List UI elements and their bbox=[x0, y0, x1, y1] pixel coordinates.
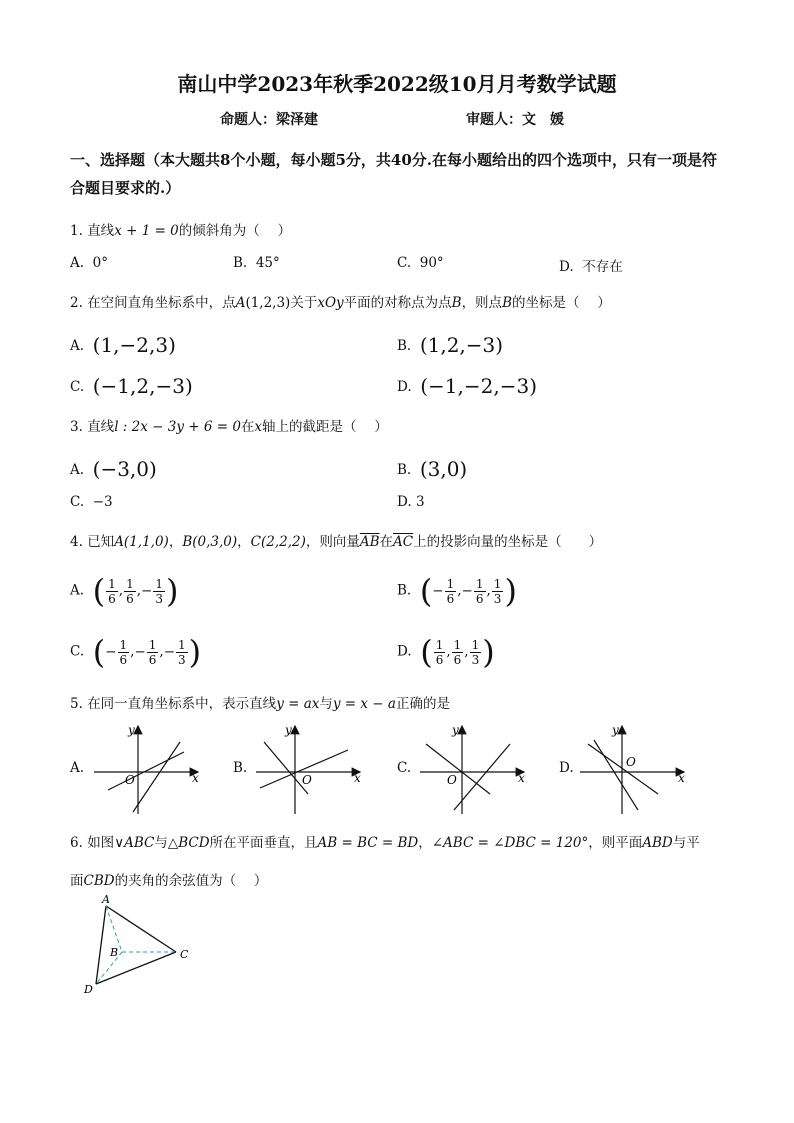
page-title: 南山中学2023年秋季2022级10月月考数学试题 bbox=[177, 72, 617, 96]
svg-text:y: y bbox=[452, 723, 459, 737]
question-3: 3. 直线l : 2x − 3y + 6 = 0在x轴上的截距是（ ） bbox=[70, 419, 388, 435]
question-4: 4. 已知A(1,1,0)，B(0,3,0)，C(2,2,2)，则向量$\overline{AB}$在$\overline{AC}$上的投影向量的坐标是（ ） bbox=[70, 534, 603, 550]
q2-option-d[interactable]: D. (−1,−2,−3) bbox=[397, 374, 538, 398]
q6-figure bbox=[78, 892, 198, 997]
svg-text:x: x bbox=[354, 771, 361, 785]
svg-text:x: x bbox=[518, 771, 525, 785]
q3-option-b[interactable]: B. (3,0) bbox=[397, 457, 468, 481]
svg-text:y: y bbox=[612, 723, 619, 737]
q1-option-c[interactable]: C. 90° bbox=[397, 255, 444, 271]
q2-option-c[interactable]: C. (−1,2,−3) bbox=[70, 374, 193, 398]
q5-option-b[interactable]: B. bbox=[233, 760, 248, 776]
q5-option-d[interactable]: D. bbox=[559, 760, 574, 776]
q2-option-a[interactable]: A. (1,−2,3) bbox=[70, 333, 176, 357]
q5-graph-b bbox=[250, 722, 370, 817]
question-1: 1. 直线x + 1 = 0的倾斜角为（ ） bbox=[70, 223, 292, 239]
svg-text:x: x bbox=[678, 771, 685, 785]
vertex-a-label: A bbox=[102, 893, 110, 906]
x-axis-label: x bbox=[192, 771, 199, 785]
q5-option-c[interactable]: C. bbox=[397, 760, 412, 776]
q5-option-a[interactable]: A. bbox=[70, 760, 85, 776]
vertex-c-label: C bbox=[180, 948, 189, 961]
origin-label: O bbox=[125, 773, 135, 787]
q5-graph-a bbox=[88, 722, 208, 817]
q3-option-d[interactable]: D. 3 bbox=[397, 494, 425, 510]
q3-option-c[interactable]: C. −3 bbox=[70, 494, 113, 510]
q4-option-b[interactable]: B. (− $\frac{1}{6}$ ,− $\frac{1}{6}$ , $\frac{1}{3}$ ) bbox=[397, 572, 517, 610]
q3-option-a[interactable]: A. (−3,0) bbox=[70, 457, 157, 481]
svg-text:O: O bbox=[626, 755, 636, 769]
question-5: 5. 在同一直角坐标系中，表示直线y = ax与y = x − a正确的是 bbox=[70, 696, 450, 712]
svg-text:y: y bbox=[285, 723, 292, 737]
question-6-line-1: 6. 如图∨ABC与△BCD所在平面垂直，且AB = BC = BD，∠ABC = ∠DBC = 120°，则平面ABD与平 bbox=[70, 835, 700, 851]
q4-option-a[interactable]: A. ( $\frac{1}{6}$ , $\frac{1}{6}$ ,− $\frac{1}{3}$ ) bbox=[70, 572, 179, 610]
question-2: 2. 在空间直角坐标系中，点A(1,2,3)关于xOy平面的对称点为点B，则点B的坐标是（ ） bbox=[70, 295, 611, 311]
question-6-line-2: 面CBD的夹角的余弦值为（ ） bbox=[70, 873, 268, 889]
section-heading: 一、选择题（本大题共8个小题，每小题5分，共40分.在每小题给出的四个选项中，只有一项是符合题目要求的.） bbox=[70, 151, 717, 197]
svg-text:O: O bbox=[447, 773, 457, 787]
q1-option-d[interactable]: D. 不存在 bbox=[559, 259, 623, 275]
q4-option-c[interactable]: C. (− $\frac{1}{6}$ ,− $\frac{1}{6}$ ,− $\frac{1}{3}$ ) bbox=[70, 633, 202, 671]
y-axis-label: y bbox=[128, 723, 135, 737]
q1-option-a[interactable]: A. 0° bbox=[70, 255, 108, 271]
q5-graph-c bbox=[414, 722, 534, 817]
vertex-b-label: B bbox=[110, 946, 119, 959]
vertex-d-label: D bbox=[84, 983, 93, 996]
q2-option-b[interactable]: B. (1,2,−3) bbox=[397, 333, 504, 357]
svg-text:O: O bbox=[302, 773, 312, 787]
q5-graph-d bbox=[574, 722, 694, 817]
q1-option-b[interactable]: B. 45° bbox=[233, 255, 280, 271]
reviewer: 审题人：文 媛 bbox=[466, 112, 564, 128]
setter: 命题人：梁泽建 bbox=[220, 112, 318, 128]
q4-option-d[interactable]: D. ( $\frac{1}{6}$ , $\frac{1}{6}$ , $\frac{1}{3}$ ) bbox=[397, 633, 495, 671]
